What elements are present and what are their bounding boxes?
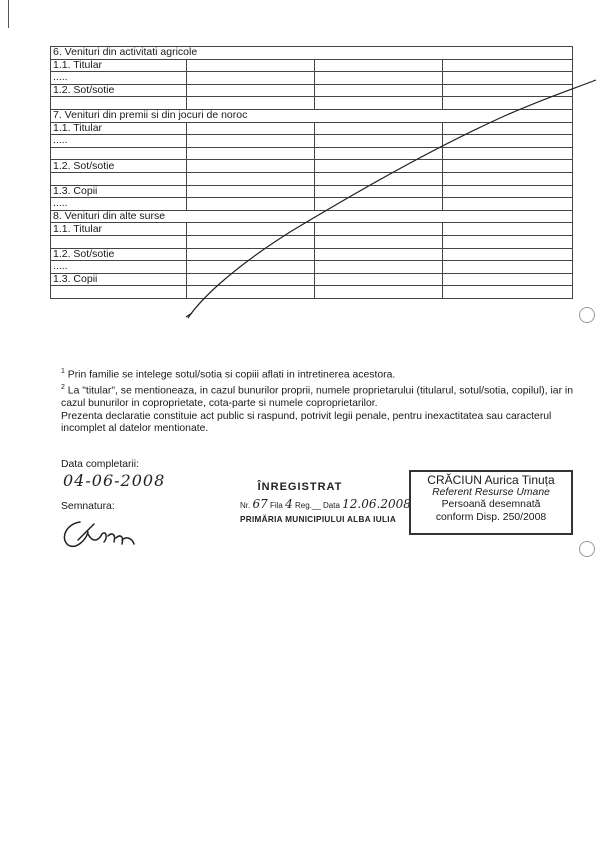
officer-stamp [409, 470, 573, 535]
table-row [51, 122, 573, 135]
row-label: ..... [51, 72, 187, 85]
section-heading: 6. Venituri din activitati agricole [51, 47, 573, 60]
row-label: 1.3. Copii [51, 185, 187, 198]
table-cell [315, 273, 443, 286]
table-cell [187, 122, 315, 135]
table-cell [315, 72, 443, 85]
table-cell [315, 261, 443, 274]
officer-name: CRĂCIUN Aurica Tinuța [427, 473, 555, 487]
table-cell [315, 84, 443, 97]
date-value: 04-06-2008 [63, 471, 166, 490]
row-label [51, 97, 187, 110]
declaration-text: Prezenta declaratie constituie act public si raspund, potrivit legii penale, pentru inexactitatea sau caracterul incomplet al datelor mentionate. [61, 410, 552, 435]
table-row [51, 109, 573, 122]
officer-line3: Persoană desemnată [441, 499, 541, 510]
table-cell [187, 261, 315, 274]
table-cell [187, 185, 315, 198]
table-cell [443, 147, 573, 160]
table-row [51, 223, 573, 236]
table-cell [187, 59, 315, 72]
table-cell [187, 172, 315, 185]
punch-hole [579, 307, 595, 323]
table-cell [443, 122, 573, 135]
table-row [51, 210, 573, 223]
table-row [51, 59, 573, 72]
row-label: 1.2. Sot/sotie [51, 160, 187, 173]
table-cell [443, 198, 573, 211]
table-row [51, 147, 573, 160]
table-row [51, 135, 573, 148]
table-cell [315, 248, 443, 261]
table-cell [187, 248, 315, 261]
table-cell [315, 122, 443, 135]
table-row [51, 273, 573, 286]
table-cell [187, 273, 315, 286]
table-cell [315, 160, 443, 173]
table-cell [187, 135, 315, 148]
table-cell [315, 198, 443, 211]
row-label: 1.3. Copii [51, 273, 187, 286]
table-cell [443, 223, 573, 236]
table-row [51, 172, 573, 185]
table-row [51, 235, 573, 248]
row-label: ..... [51, 135, 187, 148]
table-cell [443, 97, 573, 110]
table-cell [187, 223, 315, 236]
table-row [51, 248, 573, 261]
stamp-fields: Nr. 67 Fila 4 Reg.__ Data 12.06.2008 [240, 497, 411, 511]
table-cell [315, 59, 443, 72]
table-cell [315, 172, 443, 185]
table-cell [443, 172, 573, 185]
punch-hole [579, 541, 595, 557]
table-row [51, 84, 573, 97]
footnote-1: $^1$ Prin familie se intelege sotul/sotia si copiii aflati in intretinerea acestora. [61, 368, 396, 381]
table-cell [443, 160, 573, 173]
row-label [51, 172, 187, 185]
row-label [51, 235, 187, 248]
section-heading: 7. Venituri din premii si din jocuri de noroc [51, 109, 573, 122]
table-cell [443, 59, 573, 72]
officer-role: Referent Resurse Umane [432, 486, 550, 498]
row-label: 1.1. Titular [51, 59, 187, 72]
table-row [51, 286, 573, 299]
footnote-2: $^2$ La "titular", se mentioneaza, in cazul bunurilor proprii, numele proprietarului (titularul, sotul/sotia, copilul), iar in cazul bunurilor in coproprietate, cota-parte si numele coproprietarilor. [61, 384, 574, 410]
table-row [51, 198, 573, 211]
footnotes [61, 366, 581, 436]
row-label: 1.2. Sot/sotie [51, 248, 187, 261]
table-cell [443, 248, 573, 261]
table-cell [315, 147, 443, 160]
officer-line4: conform Disp. 250/2008 [435, 511, 547, 523]
table-cell [187, 198, 315, 211]
table-cell [443, 286, 573, 299]
handwritten-signature [58, 512, 148, 552]
date-label: Data completarii: [61, 459, 139, 470]
income-table [50, 46, 573, 299]
row-label: 1.2. Sot/sotie [51, 84, 187, 97]
table-cell [187, 286, 315, 299]
section-heading: 8. Venituri din alte surse [51, 210, 573, 223]
row-label [51, 147, 187, 160]
registration-stamp [240, 481, 411, 524]
table-cell [187, 84, 315, 97]
stamp-title: ÎNREGISTRAT [257, 481, 343, 493]
table-cell [315, 235, 443, 248]
table-cell [187, 160, 315, 173]
table-cell [187, 97, 315, 110]
table-cell [315, 97, 443, 110]
page-edge-mark [8, 0, 9, 28]
table-row [51, 261, 573, 274]
table-row [51, 72, 573, 85]
row-label [51, 286, 187, 299]
table-cell [187, 235, 315, 248]
stamp-institution: PRIMĂRIA MUNICIPIULUI ALBA IULIA [240, 515, 397, 524]
table-cell [187, 72, 315, 85]
table-row [51, 160, 573, 173]
table-cell [443, 261, 573, 274]
table-cell [315, 286, 443, 299]
table-cell [443, 72, 573, 85]
table-cell [315, 135, 443, 148]
row-label: 1.1. Titular [51, 223, 187, 236]
row-label: 1.1. Titular [51, 122, 187, 135]
table-cell [443, 235, 573, 248]
table-row [51, 97, 573, 110]
table-row [51, 185, 573, 198]
signature-label: Semnatura: [61, 501, 115, 512]
table-cell [443, 185, 573, 198]
table-row [51, 47, 573, 60]
table-cell [443, 84, 573, 97]
table-cell [443, 273, 573, 286]
row-label: ..... [51, 261, 187, 274]
row-label: ..... [51, 198, 187, 211]
table-cell [315, 185, 443, 198]
table-cell [315, 223, 443, 236]
table-cell [443, 135, 573, 148]
table-cell [187, 147, 315, 160]
